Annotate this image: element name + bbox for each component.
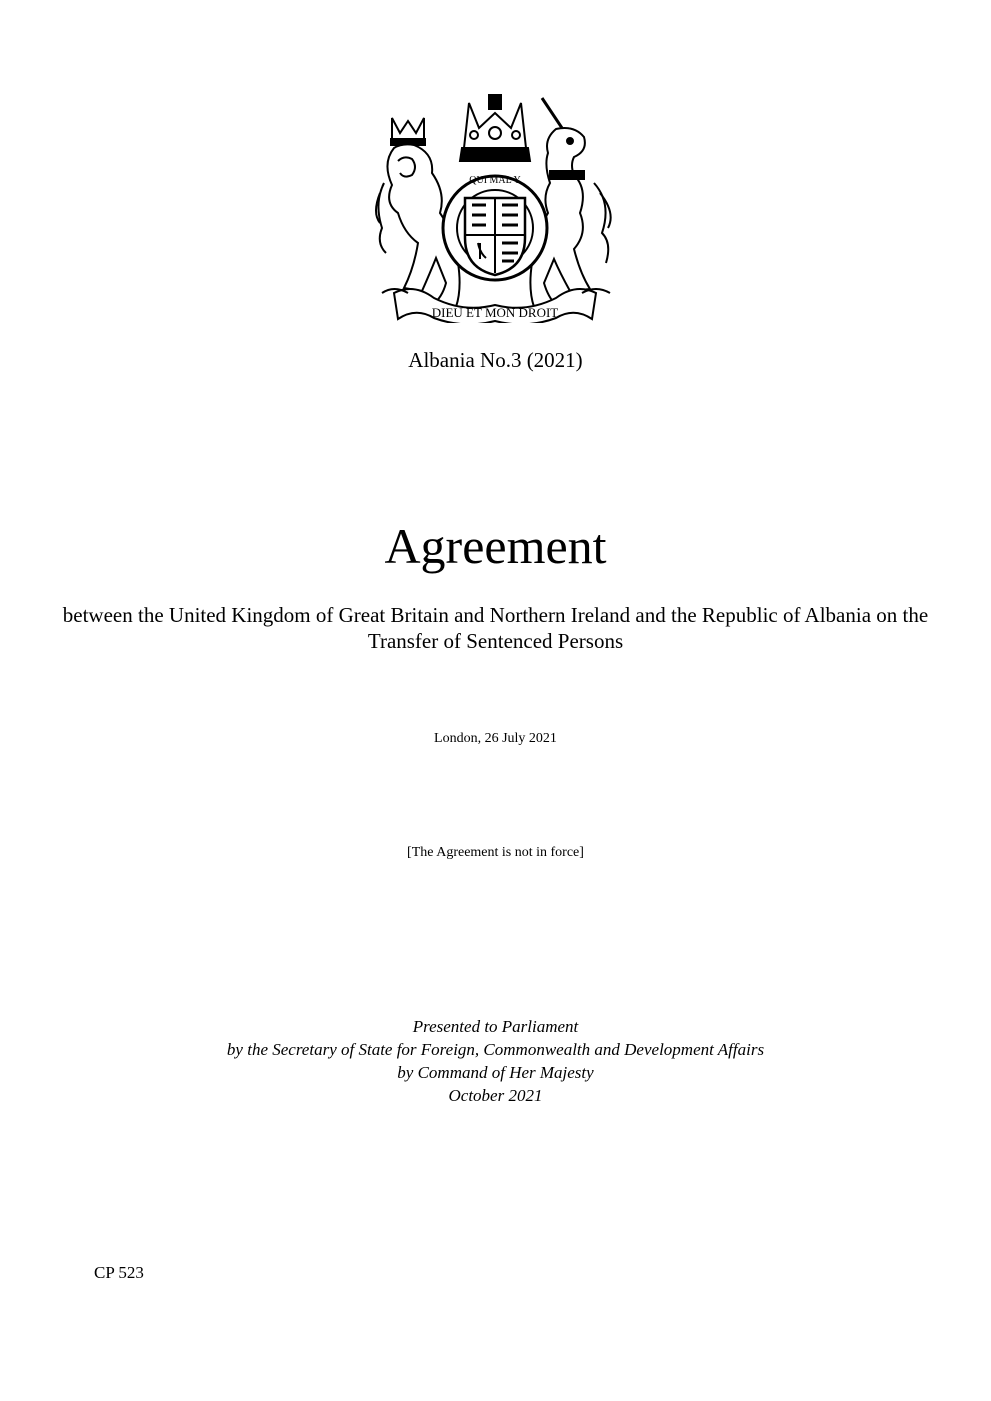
svg-text:DIEU ET MON DROIT: DIEU ET MON DROIT [431, 305, 559, 320]
presentation-line-3: by Command of Her Majesty [397, 1063, 594, 1082]
document-subtitle: between the United Kingdom of Great Britain and Northern Ireland and the Republic of Albania on the Transfer of Sentenced Persons [62, 603, 929, 653]
series-number: Albania No.3 (2021) [408, 348, 583, 372]
royal-coat-of-arms-icon [374, 93, 617, 323]
signing-place-date: London, 26 July 2021 [434, 731, 557, 746]
presentation-line-2: by the Secretary of State for Foreign, Commonwealth and Development Affairs [226, 1040, 765, 1059]
presentation-line-4: October 2021 [448, 1086, 543, 1105]
in-force-status: [The Agreement is not in force] [407, 845, 584, 860]
presentation-statement [0, 1015, 991, 1107]
command-paper-number: CP 523 [94, 1263, 144, 1282]
document-title: Agreement [384, 518, 607, 574]
presentation-line-1: Presented to Parliament [412, 1017, 579, 1036]
svg-text:QUI MAL Y: QUI MAL Y [469, 175, 521, 186]
